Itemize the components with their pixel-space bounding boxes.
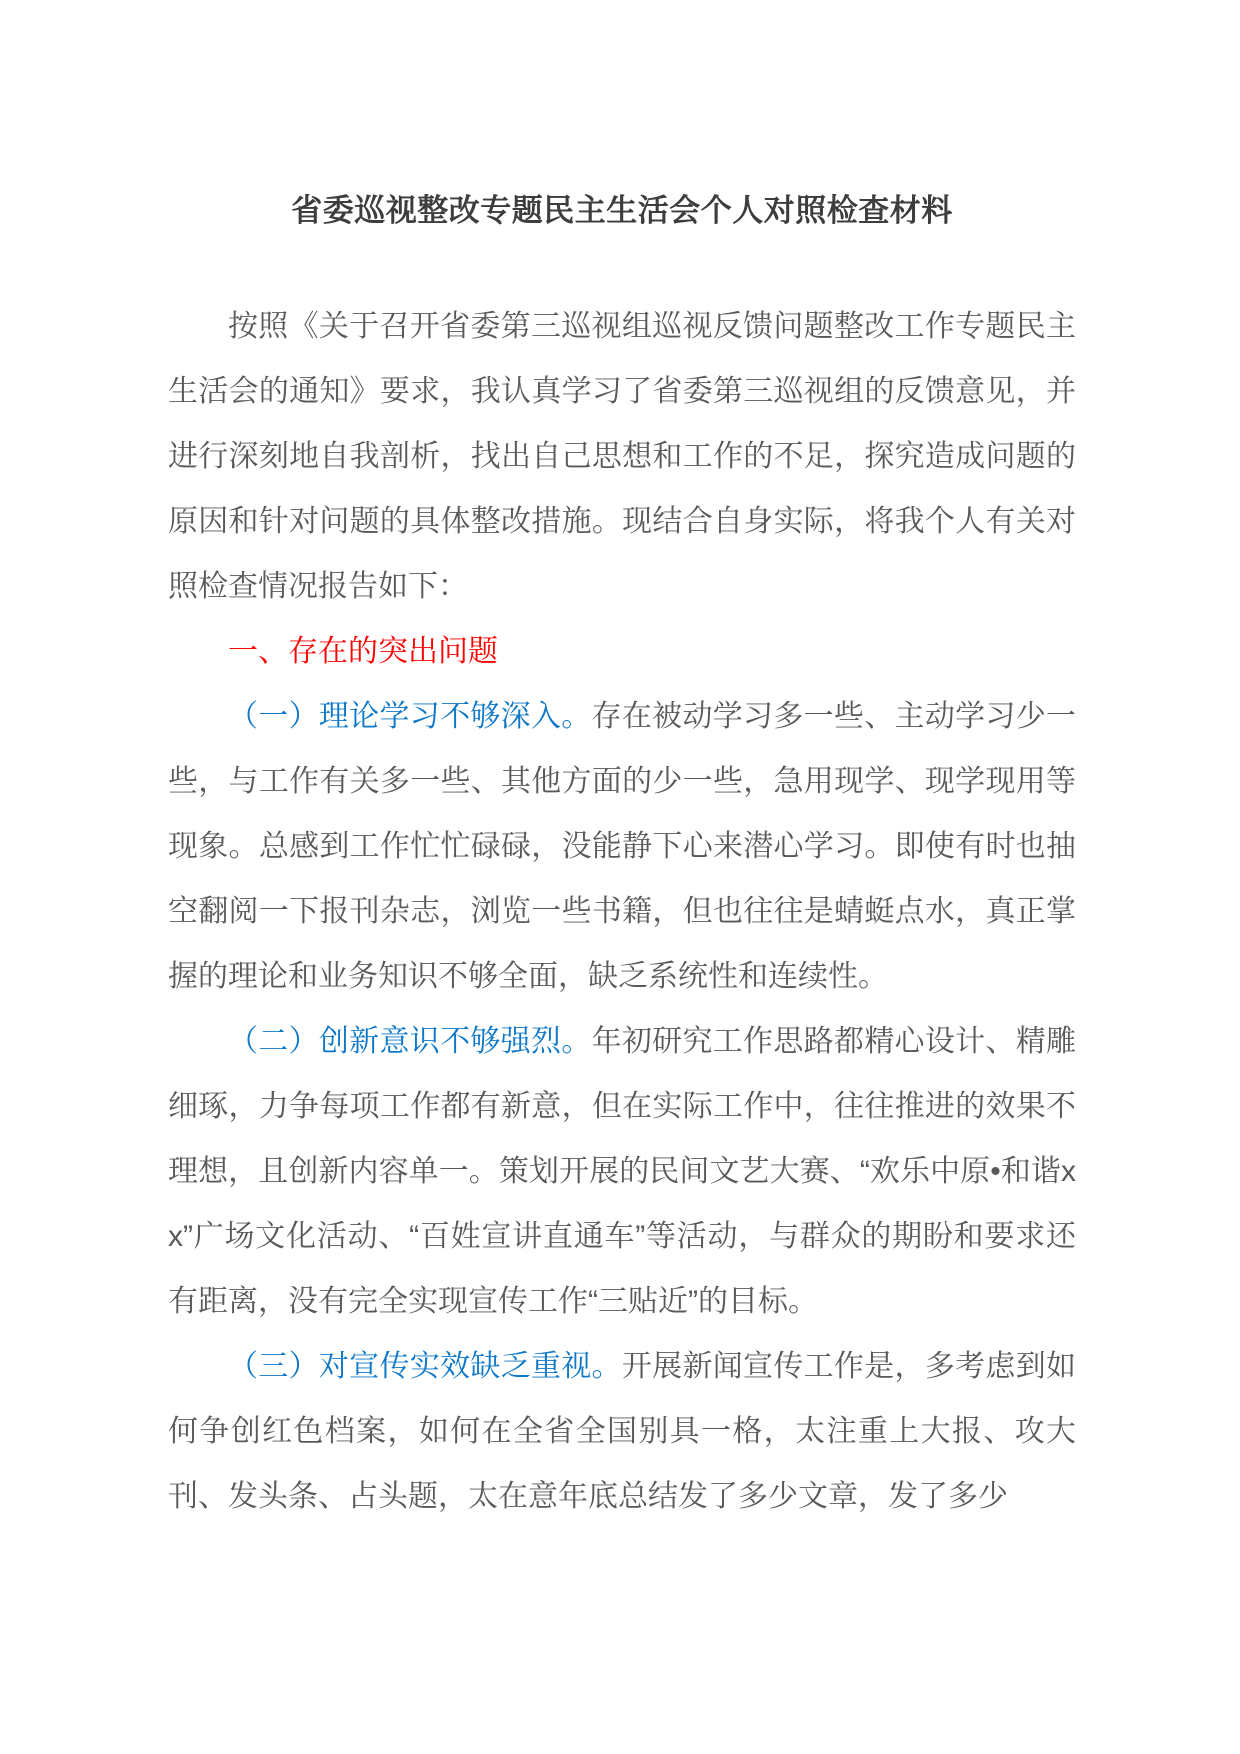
subsection-lead-3: （三）对宣传实效缺乏重视。 [228, 1350, 622, 1383]
subsection-paragraph-3 [168, 1334, 1076, 1529]
intro-paragraph: 按照《关于召开省委第三巡视组巡视反馈问题整改工作专题民主生活会的通知》要求，我认真学习了省委第三巡视组的反馈意见，并进行深刻地自我剖析，找出自己思想和工作的不足，探究造成问题的原因和针对问题的具体整改措施。现结合自身实际，将我个人有关对照检查情况报告如下： [168, 310, 1076, 603]
subsection-text-1: 存在被动学习多一些、主动学习少一些，与工作有关多一些、其他方面的少一些，急用现学、现学现用等现象。总感到工作忙忙碌碌，没能静下心来潜心学习。即使有时也抽空翻阅一下报刊杂志，浏览一些书籍，但也往往是蜻蜓点水，真正掌握的理论和业务知识不够全面，缺乏系统性和连续性。 [168, 700, 1077, 993]
page-title: 省委巡视整改专题民主生活会个人对照检查材料 [291, 193, 953, 228]
subsection-lead-1: （一）理论学习不够深入。 [228, 700, 592, 733]
subsection-text-2: 年初研究工作思路都精心设计、精雕细琢，力争每项工作都有新意，但在实际工作中，往往推进的效果不理想，且创新内容单一。策划开展的民间文艺大赛、“欢乐中原•和谐xx”广场文化活动、“百姓宣讲直通车”等活动，与群众的期盼和要求还有距离，没有完全实现宣传工作“三贴近”的目标。 [168, 1025, 1077, 1318]
subsection-paragraph-2 [168, 1009, 1076, 1334]
subsection-text-3: 开展新闻宣传工作是，多考虑到如何争创红色档案，如何在全省全国别具一格，太注重上大报、攻大刊、发头条、占头题，太在意年底总结发了多少文章，发了多少 [168, 1350, 1077, 1513]
section-heading-1: 一、存在的突出问题 [228, 635, 498, 668]
subsection-paragraph-1 [168, 684, 1076, 1009]
subsection-lead-2: （二）创新意识不够强烈。 [228, 1025, 592, 1058]
